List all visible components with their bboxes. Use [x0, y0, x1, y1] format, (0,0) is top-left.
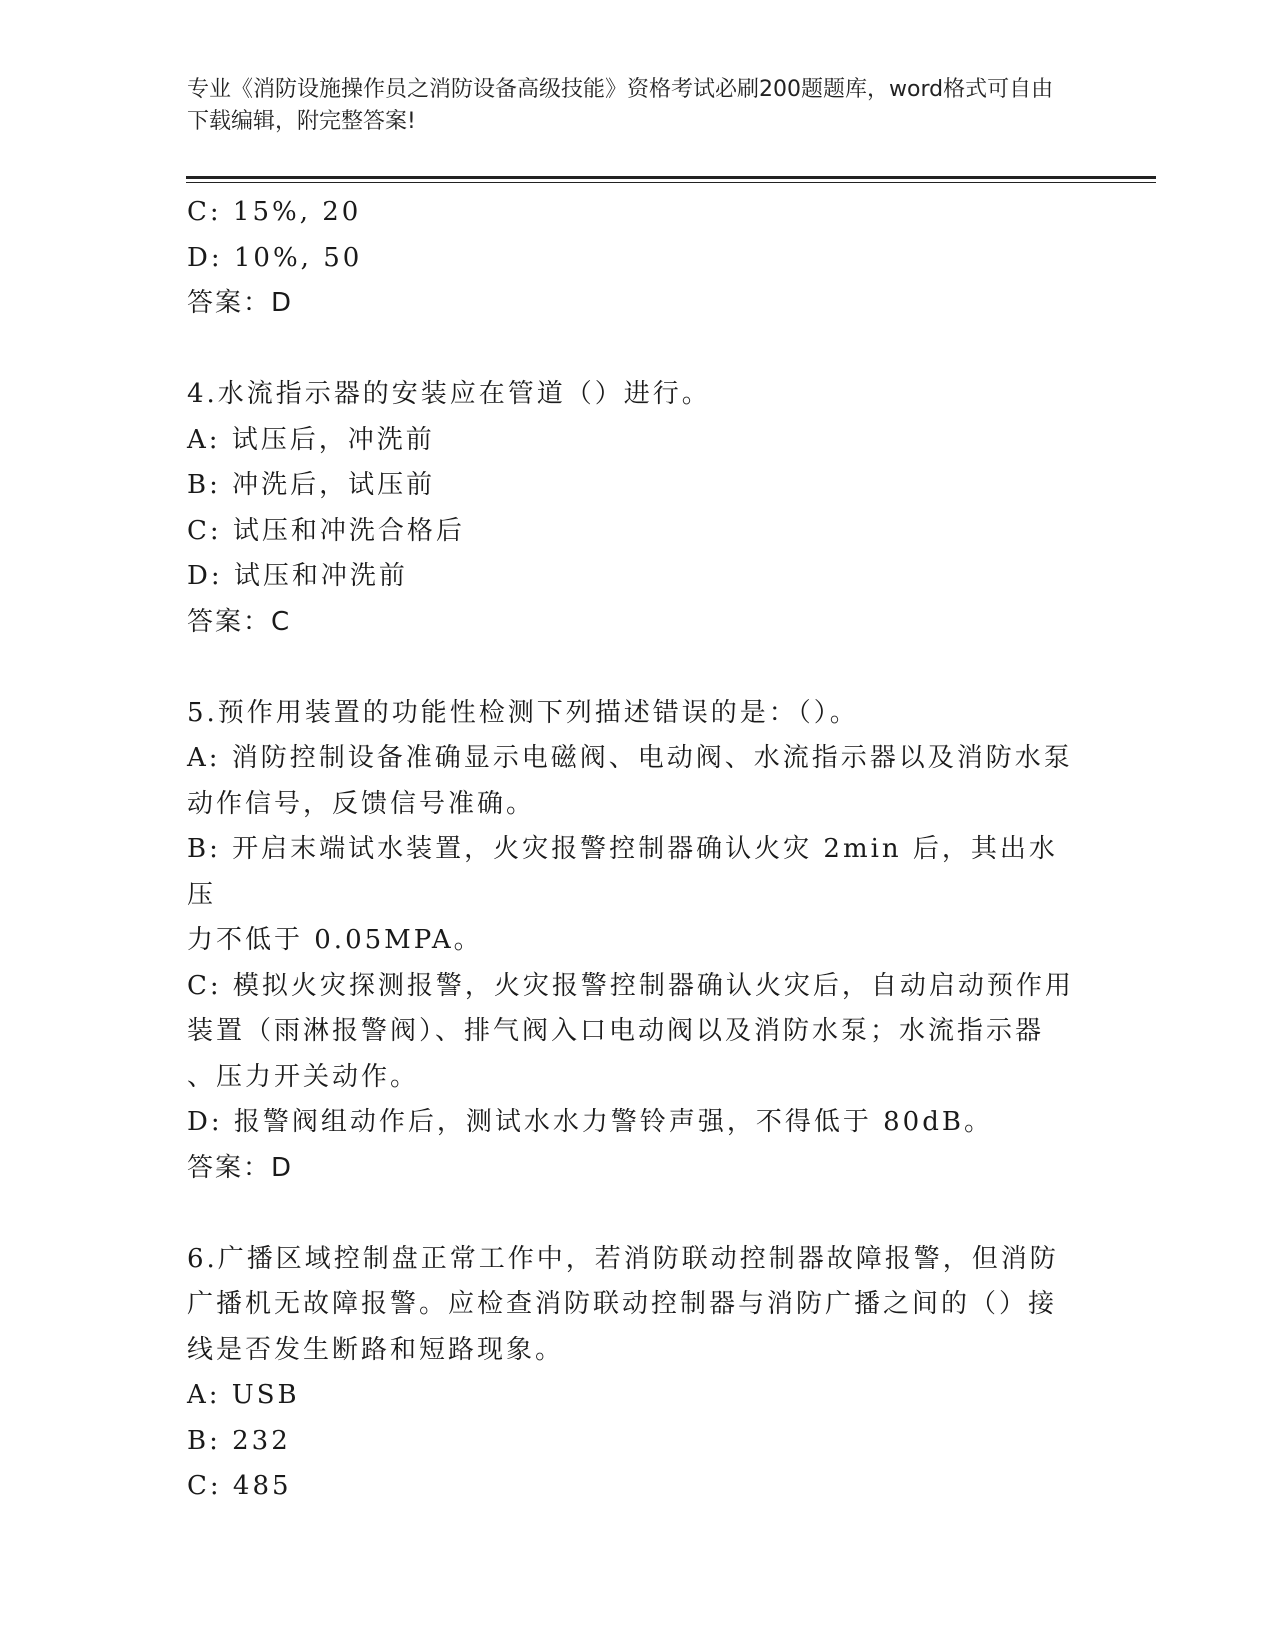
option-d: D: 报警阀组动作后，测试水水力警铃声强，不得低于 80dB。 [187, 1107, 993, 1137]
option-d: D: 试压和冲洗前 [187, 561, 408, 591]
option-b: B: 冲洗后，试压前 [187, 470, 436, 500]
header-divider-thin [186, 182, 1156, 183]
question-6 [187, 1237, 1077, 1510]
answer-line: 答案：D [187, 1152, 294, 1183]
question-3-tail [187, 190, 1077, 327]
option-d: D: 10%, 50 [187, 242, 363, 273]
option-b-line-1: B: 开启末端试水装置，火灾报警控制器确认火灾 2min 后，其出水压 [187, 834, 1058, 910]
option-a: A: USB [187, 1380, 300, 1410]
spacer [187, 327, 1077, 373]
question-stem-line-3: 线是否发生断路和短路现象。 [187, 1334, 565, 1365]
spacer [187, 1191, 1077, 1237]
document-header: 专业《消防设施操作员之消防设备高级技能》资格考试必刷200题题库，word格式可自由下载编辑，附完整答案! [187, 77, 1054, 134]
answer-line: 答案：C [187, 606, 292, 637]
option-a-line-1: A: 消防控制设备准确显示电磁阀、电动阀、水流指示器以及消防水泵 [187, 743, 1073, 773]
option-c-line-3: 、压力开关动作。 [187, 1061, 420, 1092]
answer-line: 答案：D [187, 288, 294, 318]
option-b: B: 232 [187, 1425, 291, 1456]
option-c-line-1: C: 模拟火灾探测报警，火灾报警控制器确认火灾后，自动启动预作用 [187, 970, 1074, 1001]
option-c-line-2: 装置（雨淋报警阀）、排气阀入口电动阀以及消防水泵；水流指示器 [187, 1016, 1045, 1046]
option-c: C: 15%, 20 [187, 197, 362, 227]
option-b-line-2: 力不低于 0.05MPA。 [187, 925, 483, 955]
header-divider-thick [186, 176, 1156, 179]
question-stem: 4.水流指示器的安装应在管道（）进行。 [187, 379, 711, 409]
question-4 [187, 372, 1077, 645]
option-a-line-2: 动作信号，反馈信号准确。 [187, 788, 536, 819]
option-a: A: 试压后，冲洗前 [187, 424, 435, 455]
question-list [187, 190, 1077, 1510]
question-stem: 5.预作用装置的功能性检测下列描述错误的是：（）。 [187, 697, 859, 728]
question-stem-line-2: 广播机无故障报警。应检查消防联动控制器与消防广播之间的（）接 [187, 1289, 1058, 1319]
question-5 [187, 691, 1077, 1192]
option-c: C: 试压和冲洗合格后 [187, 515, 465, 546]
spacer [187, 645, 1077, 691]
option-c: C: 485 [187, 1471, 292, 1501]
question-stem-line-1: 6.广播区域控制盘正常工作中，若消防联动控制器故障报警，但消防 [187, 1243, 1059, 1274]
